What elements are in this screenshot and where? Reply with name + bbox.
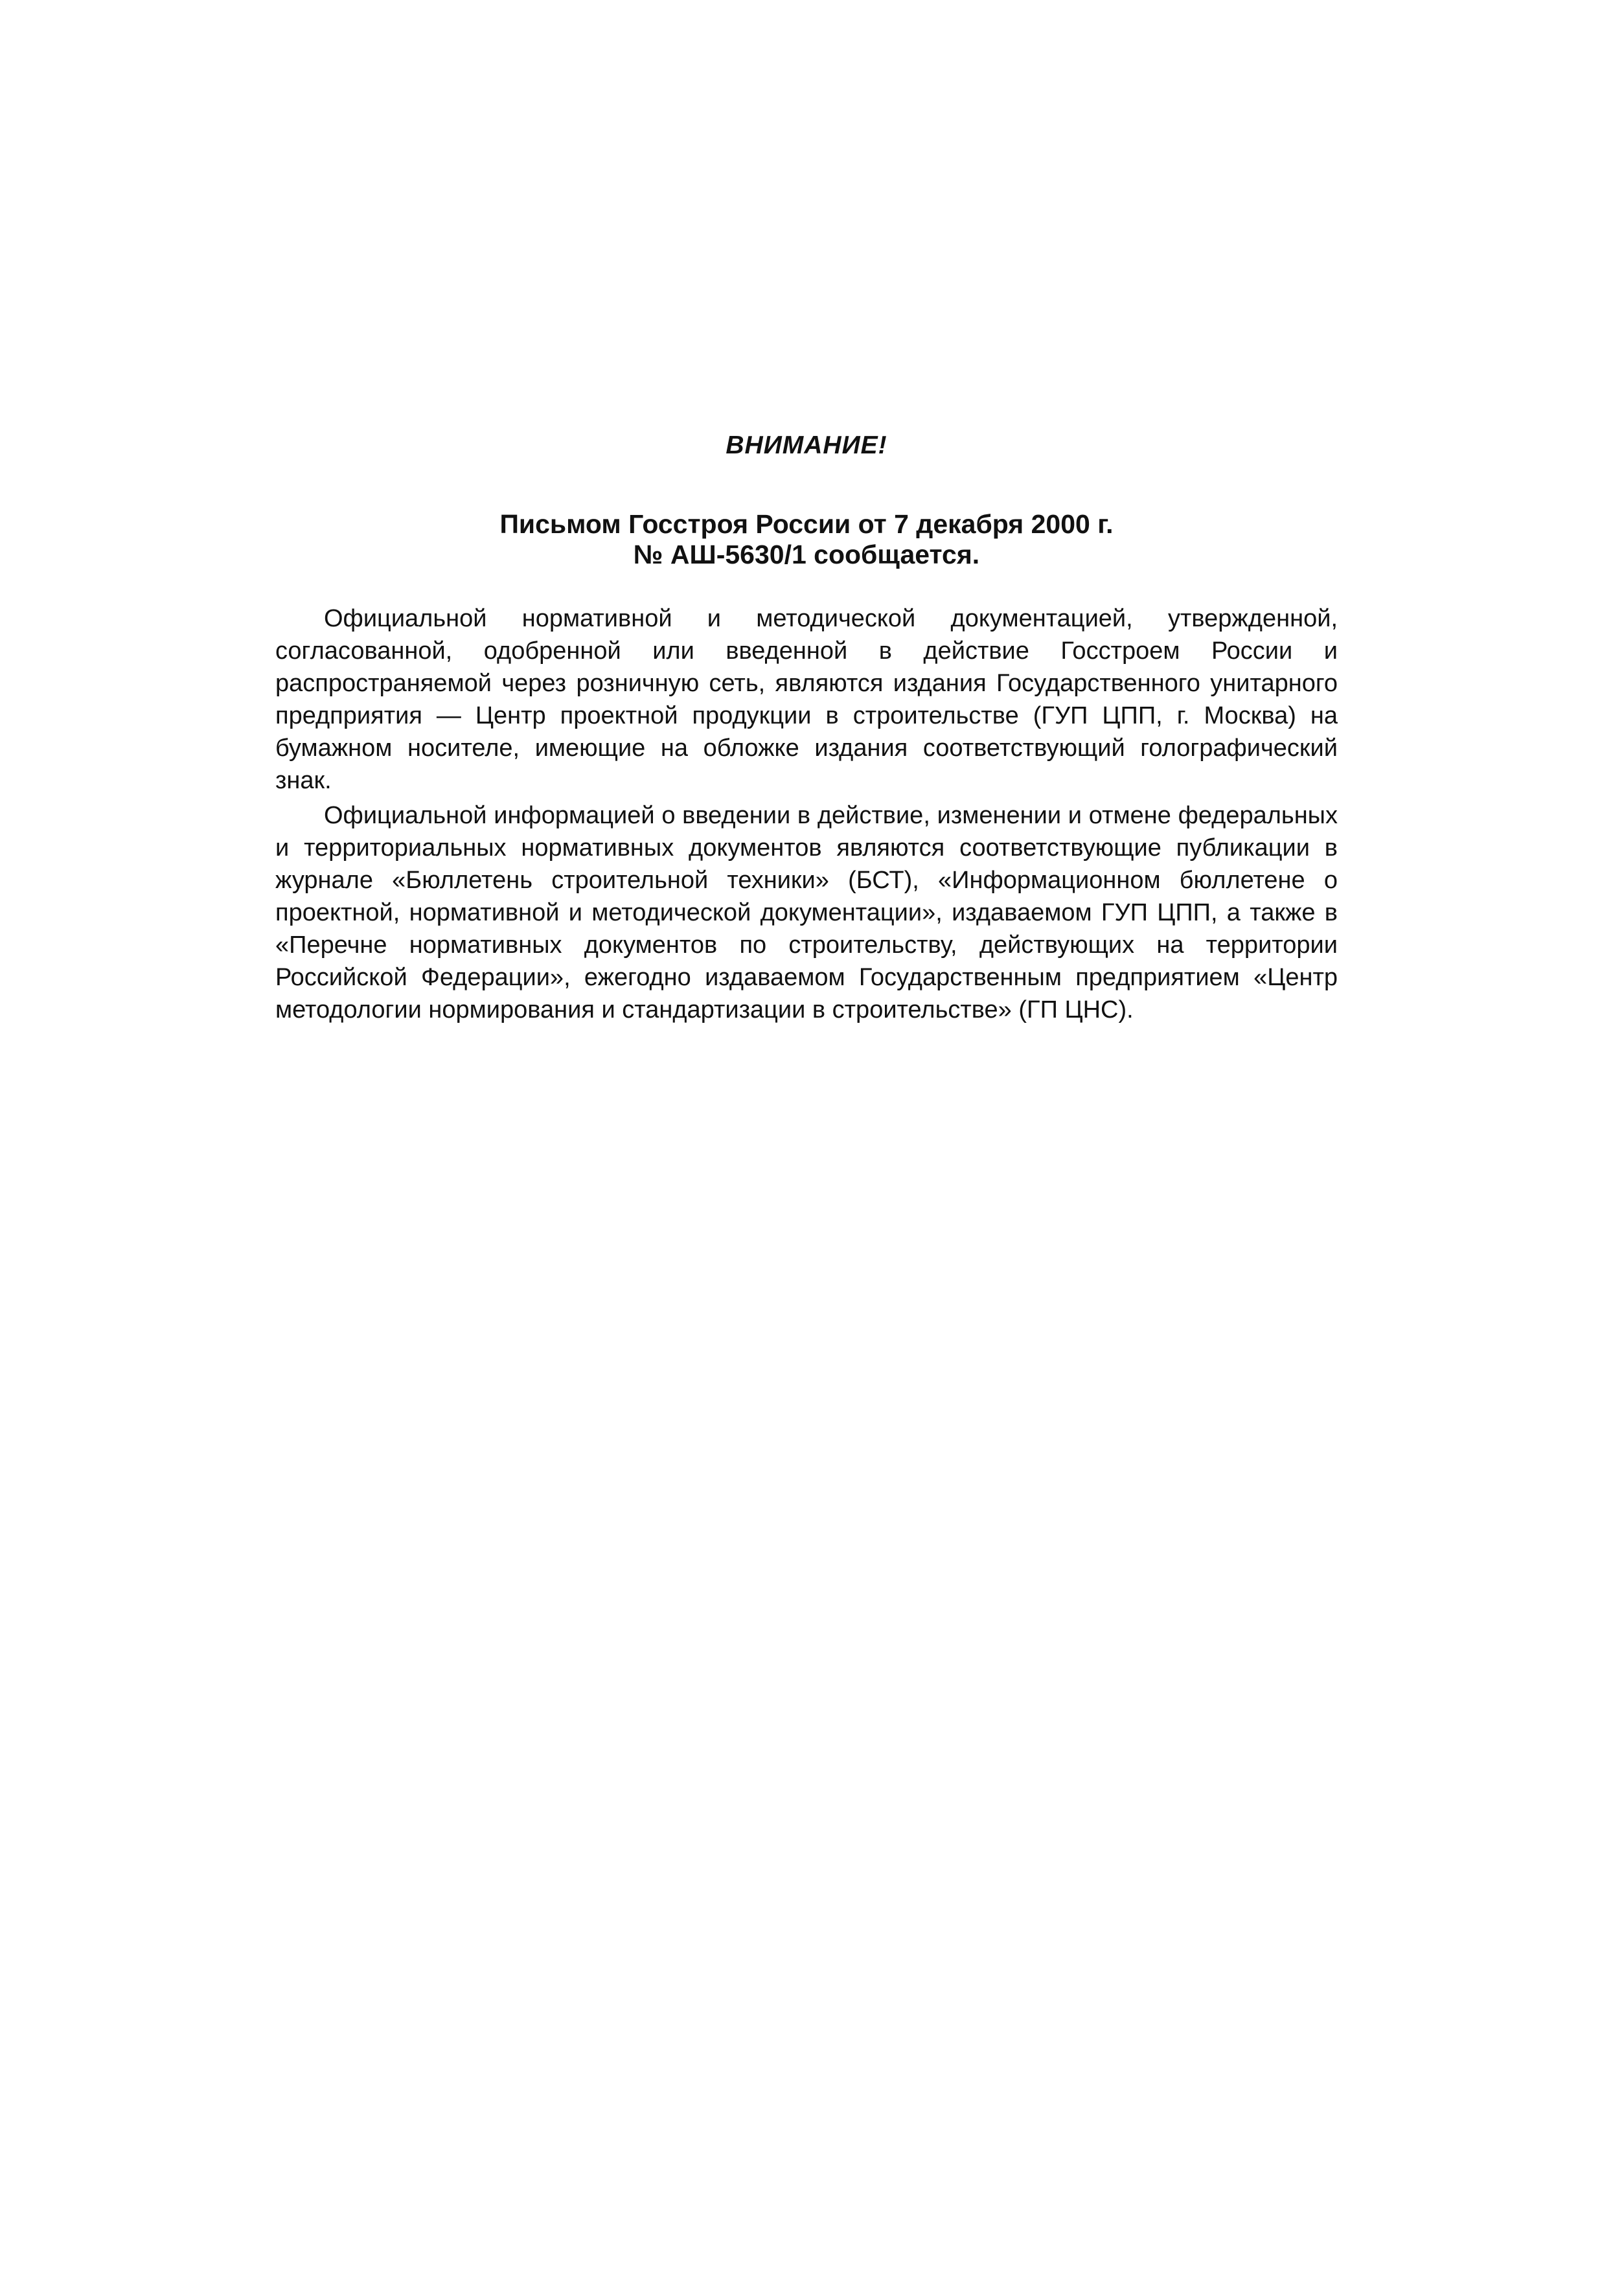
subheading-line-2: № АШ-5630/1 сообщается.: [633, 540, 980, 569]
subheading-line-1: Письмом Госстроя России от 7 декабря 2000 г.: [499, 509, 1114, 539]
notice-subheading: [275, 509, 1338, 570]
paragraph-official-documentation: Официальной нормативной и методической документацией, утвержденной, согласованной, одобренной или введенной в действие Госстроем России и распространяемой через розничную сеть, являются издания Государственного унитарного предприятия — Центр проектной продукции в строительстве (ГУП ЦПП, г. Москва) на бумажном носителе, имеющие на обложке издания соответствующий голографический знак.: [275, 605, 1338, 794]
notice-heading: ВНИМАНИЕ!: [726, 431, 887, 459]
paragraph-official-information: Официальной информацией о введении в действие, изменении и отмене федеральных и территориальных нормативных документов являются соответствующие публикации в журнале «Бюллетень строительной техники» (БСТ), «Информационном бюллетене о проектной, нормативной и методической документации», издаваемом ГУП ЦПП, а также в «Перечне нормативных документов по строительству, действующих на территории Российской Федерации», ежегодно издаваемом Государственным предприятием «Центр методологии нормирования и стандартизации в строительстве» (ГП ЦНС).: [275, 802, 1338, 1023]
notice-block: [275, 431, 1338, 1029]
